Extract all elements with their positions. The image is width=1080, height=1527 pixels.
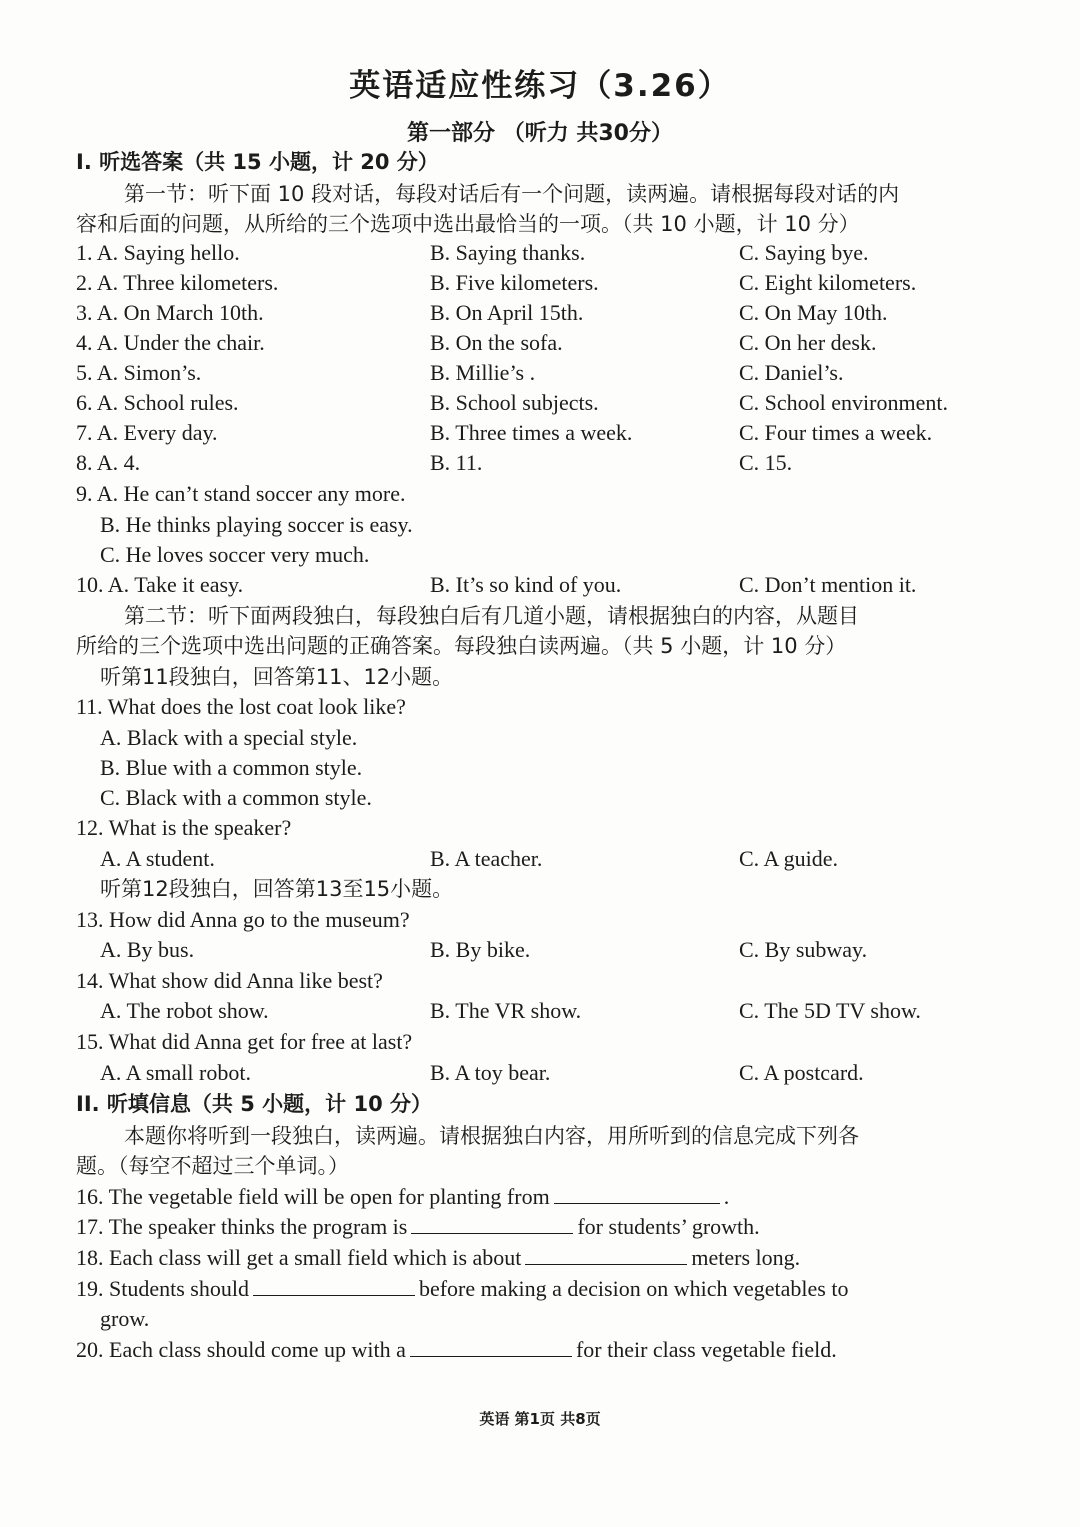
q2-option-a: 2. A. Three kilometers. (76, 270, 279, 295)
q2-option-c: C. Eight kilometers. (739, 270, 917, 295)
q16-text-after: . (723, 1184, 730, 1209)
q3-option-a: 3. A. On March 10th. (76, 300, 264, 325)
question-14-options (0, 996, 1080, 1026)
q14-stem: 14. What show did Anna like best? (76, 968, 383, 993)
section2-heading-text: II. 听填信息（共 5 小题，计 10 分） (76, 1092, 432, 1116)
q20-answer-blank[interactable] (410, 1336, 572, 1357)
section2-instruction-line2 (0, 1151, 1080, 1181)
q19-answer-blank[interactable] (253, 1275, 415, 1296)
q19-text-continued: grow. (100, 1306, 150, 1331)
section1-heading-text: I. 听选答案（共 15 小题，计 20 分） (76, 150, 439, 174)
q13-stem: 13. How did Anna go to the museum? (76, 907, 410, 932)
q6-option-a: 6. A. School rules. (76, 390, 239, 415)
q13-option-b: B. By bike. (430, 937, 531, 962)
q6-option-c: C. School environment. (739, 390, 948, 415)
q15-option-c: C. A postcard. (739, 1060, 864, 1085)
section2-heading (0, 1089, 1080, 1119)
q11-option-c: C. Black with a common style. (100, 785, 372, 810)
q16-answer-blank[interactable] (554, 1183, 720, 1204)
q4-option-b: B. On the sofa. (430, 330, 563, 355)
question-18 (0, 1243, 1080, 1273)
sub2-instruction-line1: 第二节：听下面两段独白，每段独白后有几道小题，请根据独白的内容，从题目 (124, 604, 859, 628)
question-13-options (0, 935, 1080, 965)
q2-option-b: B. Five kilometers. (430, 270, 599, 295)
question-13-stem (0, 905, 1080, 935)
q4-option-a: 4. A. Under the chair. (76, 330, 265, 355)
q19-text-after: before making a decision on which vegetables to (418, 1276, 849, 1301)
q19-text-before: 19. Students should (76, 1276, 249, 1301)
question-14-stem (0, 966, 1080, 996)
q17-text-after: for students’ growth. (577, 1214, 760, 1239)
section2-instruction-text1: 本题你将听到一段独白，读两遍。请根据独白内容，用所听到的信息完成下列各 (124, 1124, 859, 1148)
q7-option-b: B. Three times a week. (430, 420, 633, 445)
q7-option-c: C. Four times a week. (739, 420, 933, 445)
question-row-3 (0, 298, 1080, 328)
question-9-a (0, 479, 1080, 509)
q1-option-c: C. Saying bye. (739, 240, 869, 265)
q1-option-a: 1. A. Saying hello. (76, 240, 240, 265)
q15-option-a: A. A small robot. (100, 1060, 251, 1085)
q5-option-c: C. Daniel’s. (739, 360, 844, 385)
q5-option-a: 5. A. Simon’s. (76, 360, 202, 385)
question-row-5 (0, 358, 1080, 388)
q18-text-after: meters long. (691, 1245, 801, 1270)
q1-option-b: B. Saying thanks. (430, 240, 586, 265)
q13-option-c: C. By subway. (739, 937, 868, 962)
q9-option-c: C. He loves soccer very much. (100, 542, 370, 567)
q20-text-after: for their class vegetable field. (575, 1337, 837, 1362)
section1-sub2-line2 (0, 631, 1080, 661)
question-9-b (0, 510, 1080, 540)
question-12-options (0, 844, 1080, 874)
question-row-7 (0, 418, 1080, 448)
question-row-4 (0, 328, 1080, 358)
q16-text-before: 16. The vegetable field will be open for planting from (76, 1184, 550, 1209)
question-row-6 (0, 388, 1080, 418)
q15-stem: 15. What did Anna get for free at last? (76, 1029, 413, 1054)
question-row-2 (0, 268, 1080, 298)
q17-answer-blank[interactable] (411, 1213, 573, 1234)
question-row-10 (0, 570, 1080, 600)
q20-text-before: 20. Each class should come up with a (76, 1337, 406, 1362)
q10-option-c: C. Don’t mention it. (739, 572, 917, 597)
q6-option-b: B. School subjects. (430, 390, 599, 415)
sub1-instruction-line1: 第一节：听下面 10 段对话，每段对话后有一个问题，读两遍。请根据每段对话的内 (124, 182, 900, 206)
q3-option-b: B. On April 15th. (430, 300, 584, 325)
q18-text-before: 18. Each class will get a small field which is about (76, 1245, 522, 1270)
q8-option-b: B. 11. (430, 450, 483, 475)
page-footer: 英语 第1页 共8页 (479, 1410, 601, 1428)
q14-option-a: A. The robot show. (100, 998, 269, 1023)
q12-option-a: A. A student. (100, 846, 215, 871)
q18-answer-blank[interactable] (525, 1244, 687, 1265)
q13-option-a: A. By bus. (100, 937, 195, 962)
q8-option-a: 8. A. 4. (76, 450, 141, 475)
sub1-instruction-line2: 容和后面的问题，从所给的三个选项中选出最恰当的一项。（共 10 小题，计 10 分） (76, 212, 860, 236)
section2-instruction-text2: 题。（每空不超过三个单词。） (76, 1154, 349, 1178)
section1-sub1-line1 (0, 179, 1080, 209)
monologue-12-intro (0, 874, 1080, 904)
question-19 (0, 1274, 1080, 1304)
section1-heading (0, 147, 1080, 177)
monologue-11-intro-text: 听第11段独白，回答第11、12小题。 (100, 665, 454, 689)
question-row-8 (0, 448, 1080, 478)
q9-option-b: B. He thinks playing soccer is easy. (100, 512, 413, 537)
monologue-12-intro-text: 听第12段独白，回答第13至15小题。 (100, 877, 454, 901)
q5-option-b: B. Millie’s . (430, 360, 536, 385)
q7-option-a: 7. A. Every day. (76, 420, 218, 445)
q3-option-c: C. On May 10th. (739, 300, 888, 325)
question-11-stem (0, 692, 1080, 722)
question-15-options (0, 1058, 1080, 1088)
question-11-c (0, 783, 1080, 813)
section2-instruction-line1 (0, 1121, 1080, 1151)
q4-option-c: C. On her desk. (739, 330, 877, 355)
q9-option-a: 9. A. He can’t stand soccer any more. (76, 481, 406, 506)
question-17 (0, 1212, 1080, 1242)
section1-sub1-line2 (0, 209, 1080, 239)
question-11-a (0, 723, 1080, 753)
q11-option-a: A. Black with a special style. (100, 725, 358, 750)
q15-option-b: B. A toy bear. (430, 1060, 551, 1085)
q12-option-b: B. A teacher. (430, 846, 543, 871)
question-15-stem (0, 1027, 1080, 1057)
q8-option-c: C. 15. (739, 450, 793, 475)
section1-sub2-line1 (0, 601, 1080, 631)
q12-stem: 12. What is the speaker? (76, 815, 292, 840)
question-11-b (0, 753, 1080, 783)
question-20 (0, 1335, 1080, 1365)
q10-option-b: B. It’s so kind of you. (430, 572, 622, 597)
q11-stem: 11. What does the lost coat look like? (76, 694, 406, 719)
question-9-c (0, 540, 1080, 570)
q10-option-a: 10. A. Take it easy. (76, 572, 244, 597)
question-16 (0, 1182, 1080, 1212)
question-12-stem (0, 813, 1080, 843)
q14-option-c: C. The 5D TV show. (739, 998, 921, 1023)
page-title: 英语适应性练习（3.26） (349, 68, 731, 104)
q11-option-b: B. Blue with a common style. (100, 755, 363, 780)
question-19-continued (0, 1304, 1080, 1334)
part-title: 第一部分 （听力 共30分） (407, 121, 673, 146)
q14-option-b: B. The VR show. (430, 998, 582, 1023)
sub2-instruction-line2: 所给的三个选项中选出问题的正确答案。每段独白读两遍。（共 5 小题，计 10 分） (76, 634, 847, 658)
q12-option-c: C. A guide. (739, 846, 839, 871)
question-row-1 (0, 238, 1080, 268)
monologue-11-intro (0, 662, 1080, 692)
q17-text-before: 17. The speaker thinks the program is (76, 1214, 408, 1239)
